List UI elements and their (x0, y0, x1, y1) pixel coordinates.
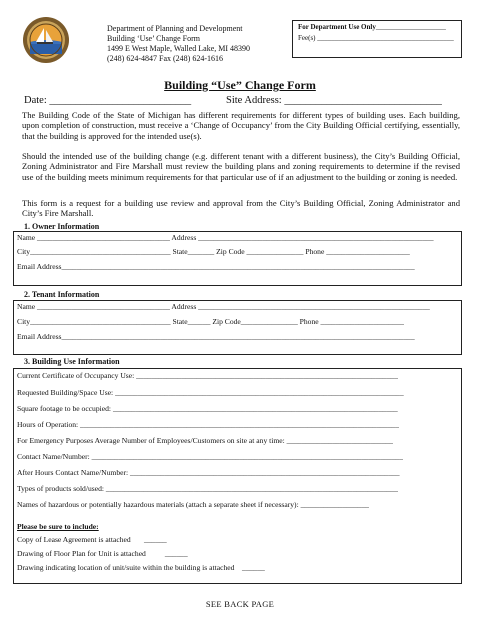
tenant-email-row[interactable]: Email Address_____________________________________________________________________________________________ (17, 332, 415, 341)
date-field[interactable]: Date: ___________________________ (24, 95, 192, 106)
department-use-box (292, 20, 462, 58)
after-hours-contact-row[interactable]: After Hours Contact Name/Number: _______________________________________________________________________ (17, 468, 400, 477)
owner-email-row[interactable]: Email Address_____________________________________________________________________________________________ (17, 262, 415, 271)
tenant-information-box (13, 300, 462, 355)
location-drawing-check[interactable]: Drawing indicating location of unit/suite within the building is attached ______ (17, 563, 265, 572)
intro-paragraph: This form is a request for a building use review and approval from the City’s Building Official, Zoning Administrator and City’s Fire Marshall. (22, 198, 460, 219)
intro-paragraph: The Building Code of the State of Michigan has different requirements for different types of building uses. Each building, upon completion of construction, must receive a ‘Change of Occupancy’ from the City Building Official certifying, essentially, that the building is approved for the intended use(s). (22, 110, 460, 141)
floor-plan-check[interactable]: Drawing of Floor Plan for Unit is attached ______ (17, 549, 188, 558)
building-section-heading: 3. Building Use Information (24, 357, 120, 366)
tenant-city-state-row[interactable]: City_____________________________________ State______ Zip Code_______________ Phone ______________________ (17, 317, 405, 326)
square-footage-row[interactable]: Square footage to be occupied: ___________________________________________________________________________ (17, 404, 398, 413)
current-occupancy-row[interactable]: Current Certificate of Occupancy Use: _____________________________________________________________________ (17, 371, 399, 380)
fee-field[interactable]: _______________________________________ (317, 34, 454, 42)
tenant-section-heading: 2. Tenant Information (24, 290, 100, 299)
dept-use-title: For Department Use Only (298, 23, 376, 31)
fee-label: Fee(s) (298, 34, 316, 42)
products-row[interactable]: Types of products sold/used: _____________________________________________________________________________ (17, 484, 399, 493)
tenant-name-address-row[interactable]: Name ___________________________________ Address _____________________________________________________________ (17, 302, 430, 311)
header-line: Building ‘Use’ Change Form (107, 34, 200, 43)
hazardous-materials-row[interactable]: Names of hazardous or potentially hazardous materials (attach a separate sheet if necessary): __________________ (17, 500, 369, 509)
page-title: Building “Use” Change Form (164, 78, 316, 92)
intro-paragraph: Should the intended use of the building change (e.g. different tenant with a different business), the City’s Building Official, Zoning Administrator and Fire Marshall must review the building plans and zoning requirements to determine if the revised use of the building meets minimum requirements for that particular use of if an adjustment to the building or zoning is needed. (22, 151, 460, 182)
site-address-field[interactable]: Site Address: ______________________________ (226, 95, 442, 106)
owner-section-heading: 1. Owner Information (24, 222, 100, 231)
contact-row[interactable]: Contact Name/Number: __________________________________________________________________________________ (17, 452, 403, 461)
owner-information-box (13, 231, 462, 286)
owner-city-state-row[interactable]: City_____________________________________ State_______ Zip Code _______________ Phone ______________________ (17, 247, 410, 256)
see-back-page-note: SEE BACK PAGE (205, 599, 275, 609)
header-line: 1499 E West Maple, Walled Lake, MI 48390 (107, 44, 251, 53)
building-use-box (13, 368, 462, 584)
requested-use-row[interactable]: Requested Building/Space Use: ____________________________________________________________________________ (17, 388, 404, 397)
header-line: (248) 624-4847 Fax (248) 624-1616 (107, 54, 223, 63)
owner-name-address-row[interactable]: Name ___________________________________ Address ______________________________________________________________ (17, 233, 434, 242)
employees-row[interactable]: For Emergency Purposes Average Number of Employees/Customers on site at any time: ____________________________ (17, 436, 393, 445)
dept-use-title-line[interactable]: ____________________ (375, 23, 446, 31)
header-line: Department of Planning and Development (107, 24, 243, 33)
department-header (107, 24, 250, 64)
include-heading: Please be sure to include: (17, 522, 99, 531)
lease-agreement-check[interactable]: Copy of Lease Agreement is attached ______ (17, 535, 167, 544)
city-seal-logo (22, 16, 70, 64)
hours-row[interactable]: Hours of Operation: ____________________________________________________________________________________ (17, 420, 399, 429)
